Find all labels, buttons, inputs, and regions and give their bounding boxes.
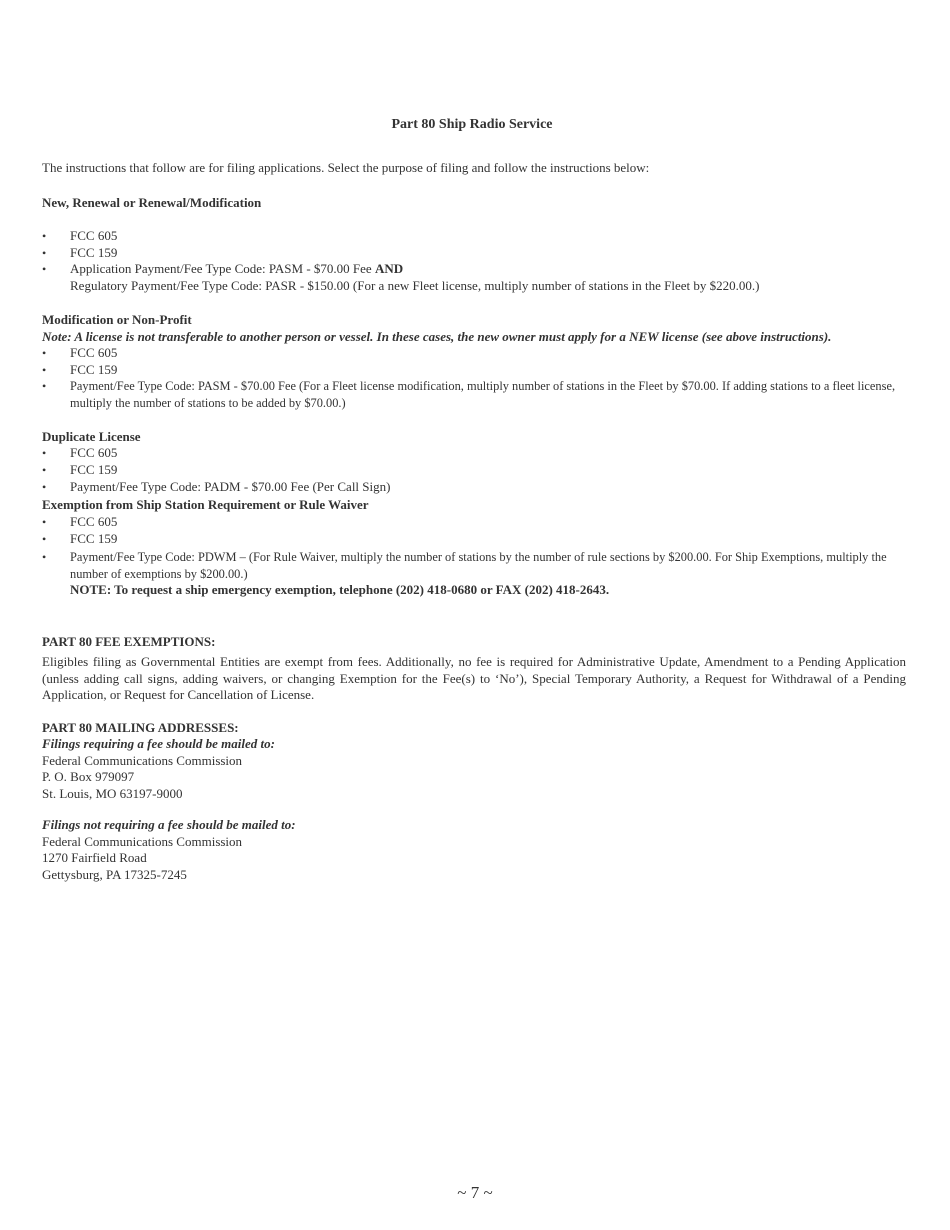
list-item: • Payment/Fee Type Code: PDWM – (For Rule Waiver, multiply the number of stations by the number of rule sections by $200.00. For Ship Exemptions, multiply the number of exemptions by $200.00.) — [42, 549, 906, 582]
fee-mailing-block — [42, 736, 906, 802]
list-item: • Payment/Fee Type Code: PASM - $70.00 Fee (For a Fleet license modification, multiply number of stations in the Fleet by $70.00. If adding stations to a fleet license, multiply the number of stations to be added by $70.00.) — [42, 378, 906, 411]
fee-exemptions-heading: PART 80 FEE EXEMPTIONS: — [42, 634, 216, 649]
address-line: Gettysburg, PA 17325-7245 — [42, 866, 187, 882]
page-number: ~ 7 ~ — [457, 1183, 493, 1202]
address-line: 1270 Fairfield Road — [42, 850, 147, 865]
list-item — [42, 261, 906, 278]
fee-mailing-label: Filings requiring a fee should be mailed to: — [42, 736, 275, 751]
list-item: • FCC 605 — [42, 228, 906, 245]
list-item: • FCC 159 — [42, 245, 906, 262]
section-heading-duplicate: Duplicate License — [42, 429, 141, 444]
address-line: St. Louis, MO 63197-9000 — [42, 785, 183, 801]
section-list-new — [42, 228, 906, 294]
list-item: • FCC 605 — [42, 445, 906, 462]
list-item: • FCC 159 — [42, 362, 906, 379]
list-item: • FCC 159 — [42, 462, 906, 479]
list-item: • FCC 605 — [42, 514, 906, 531]
fee-exemptions-text: Eligibles filing as Governmental Entities are exempt from fees. Additionally, no fee is required for Administrative Update, Amendment to a Pending Application (unless adding call signs, adding waivers, or changing Exemption for the Fee(s) to ‘No’), Special Temporary Authority, a Request for Withdrawal of a Pending Application, or Request for Cancellation of License. — [42, 654, 906, 702]
section-heading-modification: Modification or Non-Profit — [42, 312, 192, 327]
emergency-note: NOTE: To request a ship emergency exemption, telephone (202) 418-0680 or FAX (202) 418-2643. — [70, 582, 610, 597]
transfer-note: Note: A license is not transferable to another person or vessel. In these cases, the new owner must apply for a NEW license (see above instructions). — [42, 329, 832, 344]
page-title: Part 80 Ship Radio Service — [391, 117, 553, 132]
address-line: P. O. Box 979097 — [42, 769, 135, 784]
list-item: • FCC 159 — [42, 531, 906, 548]
list-item: • FCC 605 — [42, 345, 906, 362]
nofee-mailing-label: Filings not requiring a fee should be mailed to: — [42, 817, 296, 832]
section-heading-exemption: Exemption from Ship Station Requirement or Rule Waiver — [42, 497, 369, 512]
section-list-duplicate — [42, 445, 906, 496]
address-line: Federal Communications Commission — [42, 752, 243, 768]
mailing-heading: PART 80 MAILING ADDRESSES: — [42, 720, 239, 735]
nofee-mailing-block — [42, 817, 906, 883]
list-item: • Payment/Fee Type Code: PADM - $70.00 Fee (Per Call Sign) — [42, 479, 906, 496]
section-list-exemption — [42, 514, 906, 599]
fee-text: Application Payment/Fee Type Code: PASM - $70.00 Fee — [70, 261, 375, 276]
intro-text: The instructions that follow are for filing applications. Select the purpose of filing and follow the instructions below: — [42, 160, 650, 175]
fee-and: AND — [374, 261, 404, 276]
section-heading-new: New, Renewal or Renewal/Modification — [42, 195, 262, 210]
address-line: Federal Communications Commission — [42, 833, 243, 849]
fee-continuation: Regulatory Payment/Fee Type Code: PASR - $150.00 (For a new Fleet license, multiply number of stations in the Fleet by $220.00.) — [70, 277, 760, 293]
section-list-modification — [42, 345, 906, 411]
